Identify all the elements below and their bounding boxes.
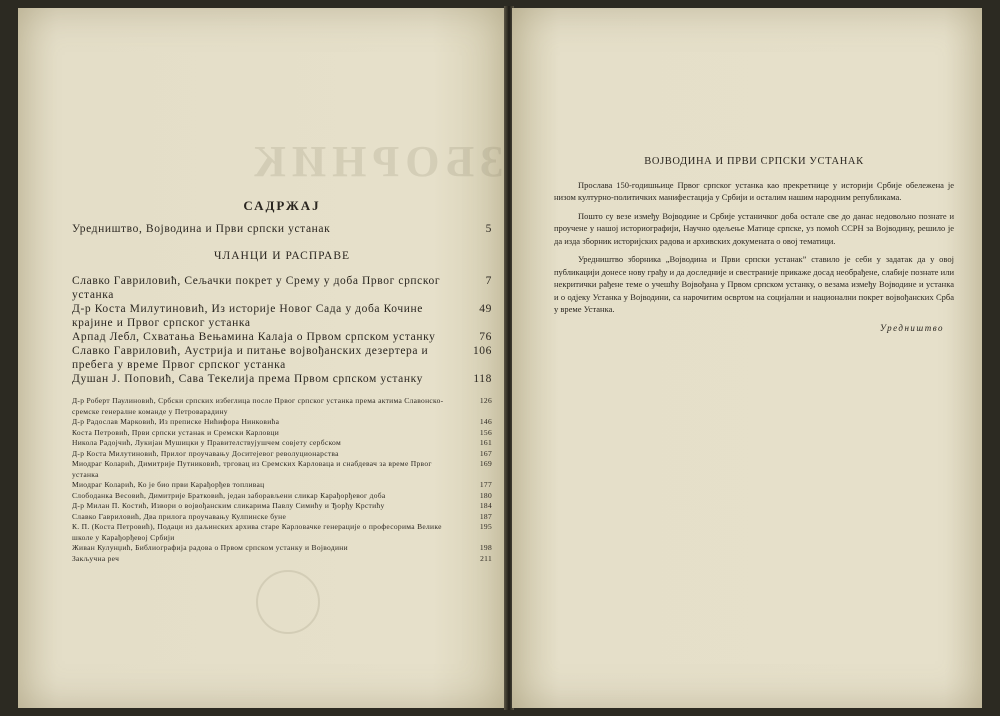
toc-entry-page: 156 (479, 427, 492, 437)
toc-entry (72, 491, 492, 502)
toc-entry-text: К. П. (Коста Петровић), Подаци из даљинских архива старе Карловачке генерације о професорима Велике школе у Карађорђевој Србији (72, 522, 442, 542)
toc-entry-text: Славко Гавриловић, Аустрија и питање војвођанских дезертера и пребега у време Првог српског устанка (72, 345, 429, 371)
toc-entry-page: 118 (473, 373, 492, 385)
toc-entry-page: 7 (485, 275, 492, 287)
section-title: ЧЛАНЦИ И РАСПРАВЕ (213, 250, 351, 262)
toc-entry-page: 187 (479, 511, 492, 521)
article-paragraph: Пошто су везе између Војводине и Србије устаничког доба остале све до данас недовољно познате и проучене у нашој историографији, Научно одељење Матице српске, уз помоћ ССРН за Војводину, решило је да изда зборник историјских радова и архивских докумената о овој тематици. (554, 210, 954, 246)
table-of-contents (72, 198, 492, 564)
toc-entry-page: 180 (479, 490, 492, 500)
toc-entry-text: Закључна реч (72, 553, 120, 563)
toc-entry (72, 274, 492, 302)
toc-entry-text: Коста Петровић, Први српски устанак и Сремски Карловци (72, 427, 280, 437)
toc-entry-page: 211 (480, 553, 492, 563)
toc-entry (72, 344, 492, 372)
toc-entry (72, 512, 492, 523)
toc-entry (72, 522, 492, 543)
toc-entry (72, 501, 492, 512)
toc-entry-page: 198 (479, 543, 492, 552)
toc-entry (72, 438, 492, 449)
toc-entry-page: 177 (479, 480, 492, 489)
toc-entry-page: 161 (479, 438, 492, 447)
toc-entry-text: Миодраг Коларић, Димитрије Путниковић, трговац из Сремских Карловаца и снабдевач за време Првог устанка (72, 459, 432, 479)
toc-entry (72, 417, 492, 428)
toc-entry-page: 195 (479, 522, 492, 531)
toc-entry (72, 428, 492, 439)
show-through-seal (256, 570, 320, 634)
left-page (18, 8, 506, 708)
toc-entry-text: Д-р Коста Милутиновић, Прилог проучавању Доситејевог револуционарства (72, 448, 339, 458)
toc-entry-text: Славко Гавриловић, Два прилога проучавању Кулпинске буне (72, 511, 287, 521)
toc-entry (72, 396, 492, 417)
toc-entry-page: 169 (479, 459, 492, 468)
article-title: ВОЈВОДИНА И ПРВИ СРПСКИ УСТАНАК (644, 156, 864, 167)
toc-entry-text: Д-р Радослав Марковић, Из преписке Нићифора Нинковића (72, 417, 280, 426)
toc-entry-page: 5 (485, 223, 492, 235)
toc-entry-text: Д-р Милан П. Костић, Извори о војвођанским сликарима Павлу Симићу и Ђорђу Крстићу (72, 501, 385, 510)
toc-entry-page: 49 (479, 303, 492, 315)
toc-entry-text: Уредништво, Војводина и Први српски устанак (72, 223, 331, 235)
toc-entry (72, 543, 492, 554)
article (554, 156, 954, 334)
article-paragraph: Уредништво зборника „Војводина и Први српски устанак” ставило је себи у задатак да у овој публикацији донесе нову грађу и да доследније и свестраније прикаже досад необрађене, слабије познате или некритички рађене теме о учешћу Војвођана у Првом српском устанку, о везама између Војводине и устанка и о одјеку Устанка у Војводини, са нарочитим освртом на социјални и национални покрет војвођанских Срба у време Устанка. (554, 254, 954, 314)
toc-entry-page: 76 (479, 331, 492, 343)
toc-entry (72, 480, 492, 491)
toc-entry (72, 330, 492, 344)
toc-entry-text: Славко Гавриловић, Сељачки покрет у Срему у доба Првог српског устанка (72, 275, 441, 301)
signature: Уредништво (879, 322, 944, 333)
toc-entry-text: Арпад Лебл, Схватања Вењамина Калаја о Првом српском устанку (72, 331, 436, 343)
toc-title: САДРЖАЈ (243, 198, 321, 213)
toc-entry (72, 302, 492, 330)
toc-entry (72, 222, 492, 236)
toc-small-entries (72, 396, 492, 564)
toc-entry-page: 184 (479, 501, 492, 510)
toc-entry-text: Д-р Коста Милутиновић, Из историје Новог Сада у доба Кочине крајине и Првог српског устанка (72, 303, 423, 329)
show-through-title: ЗБОРНИК (248, 137, 504, 186)
toc-entry (72, 554, 492, 565)
toc-entry-text: Слободанка Весовић, Димитрије Братковић, један заборављени сликар Карађорђевог доба (72, 490, 386, 500)
toc-entry-page: 146 (479, 417, 492, 426)
toc-entry (72, 459, 492, 480)
toc-entry-text: Никола Радојчић, Лукијан Мушицки у Правителствујушчем совјету сербском (72, 438, 341, 447)
right-page (512, 8, 982, 708)
toc-entry-page: 167 (479, 448, 492, 458)
toc-entry-text: Душан Ј. Поповић, Сава Текелија према Првом српском устанку (72, 373, 423, 385)
toc-entry-text: Миодраг Коларић, Ко је био први Карађорђев топливац (72, 480, 265, 489)
toc-entry-text: Живан Кулунџић, Библиографија радова о Првом српском устанку и Војводини (72, 543, 348, 552)
toc-entry (72, 372, 492, 386)
toc-entry-page: 126 (479, 396, 492, 405)
toc-entry (72, 449, 492, 460)
toc-entry-text: Д-р Роберт Паулиновић, Србски српских избеглица после Првог српског устанка према актима Славонско-сремске генералне команде у Петроварадину (72, 396, 444, 416)
article-paragraph: Прослава 150-годишњице Првог српског устанка као прекретнице у историји Србије обележена је низом културно-политичких манифестација у Србији и осталим нашим народним републикама. (554, 179, 954, 202)
toc-entry-page: 106 (472, 345, 492, 357)
